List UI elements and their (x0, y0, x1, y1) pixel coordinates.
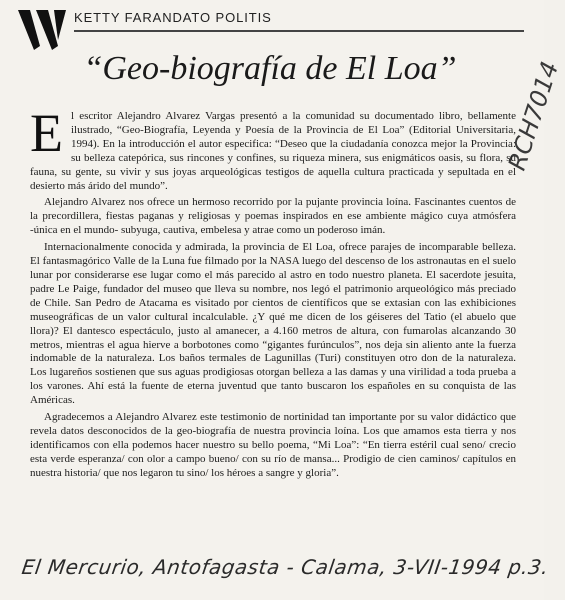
author-byline: KETTY FARANDATO POLITIS (74, 10, 272, 25)
paragraph (30, 103, 516, 193)
handwritten-reference: RCH7014 (503, 58, 565, 174)
chevron-logo-icon (18, 10, 70, 50)
paragraph: Alejandro Alvarez nos ofrece un hermoso recorrido por la pujante provincia loína. Fascinantes cuentos de la precordillera, fiestas paganas y religiosas y poemas inspirados en ese ambiente mágico cuya atmósfera -única en el mundo- subyuga, cautiva, embelesa y atrae como un poderoso imán. (30, 196, 516, 237)
article-title: “Geo-biografía de El Loa” (83, 50, 457, 87)
handwritten-source-note: El Mercurio, Antofagasta - Calama, 3-VII-1994 p.3. (20, 555, 551, 579)
paragraph: Internacionalmente conocida y admirada, la provincia de El Loa, ofrece parajes de incomparable belleza. El fantasmagórico Valle de la Luna fue filmado por la NASA luego del descenso de los astronautas en el suelo lunar por considerarse ese lugar como el más parecido al astro en todo nuestro planeta. El sacerdote jesuita, padre Le Paige, fundador del museo que lleva su nombre, nos legó el patrimonio arqueológico más preciado de Chile. San Pedro de Atacama es visitado por cientos de científicos que se extasian con las exhibiciones museográficas de un valor cultural incalculable. ¿Y qué me dicen de los géiseres del Tatio (el abuelo que llora)? El dantesco espectáculo, justo al amanecer, a 4.160 metros de altura, con fumarolas alcanzando 30 metros, mientras el agua hierve a borbotones como “gigantes furúnculos”, nos deja sin aliento ante la fuerza indomable de la naturaleza. Los baños termales de Lagunillas (Turi) constituyen otro don de la naturaleza. Los lugareños sostienen que sus aguas prodigiosas otorgan belleza a las damas y una virilidad a toda prueba a los varones. Ahí está la fuente de eterna juventud que tanto buscaron los españoles en su conquista de las Américas. (30, 241, 516, 407)
header-rule (74, 30, 524, 32)
drop-cap: E (30, 103, 63, 163)
paragraph: Agradecemos a Alejandro Alvarez este testimonio de nortinidad tan importante por su valor didáctico que revela datos desconocidos de la geo-biografía de nuestra provincia loína. Los que amamos esta tierra y nos identificamos con ella podemos hacer nuestro su bello poema, “Mi Loa”: “En tierra estéril cual seno/ crecio esta verde esperanza/ con olor a campo bueno/ con su río de mansa... Prodigio de cien caminos/ capítulos en nuestra historia/ que nos legaron tu sino/ los héroes a sangre y gloria”. (30, 411, 516, 479)
article-body (30, 103, 516, 484)
paragraph-text: l escritor Alejandro Alvarez Vargas presentó a la comunidad su documentado libro, bellamente ilustrado, “Geo-Biografía, Leyenda y Poesía de la Provincia de El Loa” (Editorial Universitaria, 1994). En la introducción el autor especifica: “Deseo que la ciudadanía conozca mejor la Provincia: su belleza catepórica, sus rincones y confines, su riqueza minera, sus enigmáticos oasis, su flora, su fauna, su gente, su vivir y sus joyas arqueológicas testigos de aquella cultura practicada y sepultada en el desierto más árido del mundo”. (30, 110, 516, 192)
